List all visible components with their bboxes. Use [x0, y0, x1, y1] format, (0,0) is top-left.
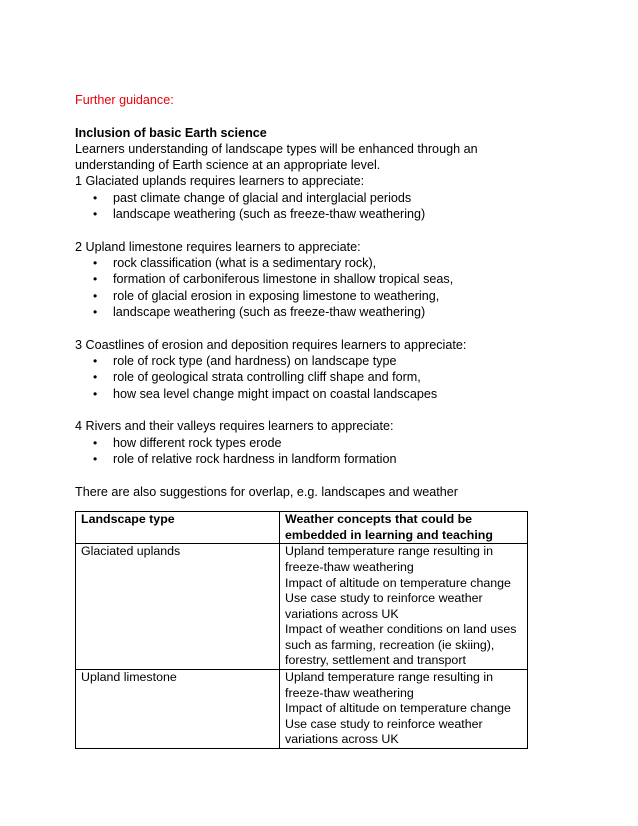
concept-line: Use case study to reinforce weather variations across UK [285, 591, 483, 621]
overlap-note: There are also suggestions for overlap, e.g. landscapes and weather [75, 484, 458, 499]
bullet-item: • role of glacial erosion in exposing limestone to weathering, [75, 288, 545, 304]
bullet-item: • role of rock type (and hardness) on landscape type [75, 353, 545, 369]
topic-heading: 4 Rivers and their valleys requires learners to appreciate: [75, 419, 394, 434]
concept-line: Impact of weather conditions on land uses such as farming, recreation (ie skiing), forestry, settlement and transport [285, 622, 517, 668]
concepts-cell [280, 670, 528, 749]
bullet-item: • landscape weathering (such as freeze-thaw weathering) [75, 304, 545, 320]
column-header-landscape-type: Landscape type [76, 512, 280, 544]
column-header-weather-concepts: Weather concepts that could be embedded in learning and teaching [280, 512, 528, 544]
topic-bullet-list [75, 353, 545, 402]
spacer [75, 467, 545, 484]
table-row [76, 670, 528, 749]
section-title: Inclusion of basic Earth science [75, 125, 267, 140]
spacer [75, 402, 545, 419]
topic-heading: 2 Upland limestone requires learners to appreciate: [75, 239, 361, 254]
bullet-item: • how sea level change might impact on coastal landscapes [75, 386, 545, 402]
landscape-weather-table [75, 511, 528, 749]
bullet-item: • past climate change of glacial and interglacial periods [75, 190, 545, 206]
bullet-item: • role of relative rock hardness in landform formation [75, 451, 545, 467]
bullet-item: • rock classification (what is a sedimentary rock), [75, 255, 545, 271]
table-row [76, 544, 528, 670]
concept-line: Impact of altitude on temperature change [285, 701, 511, 716]
topic-bullet-list [75, 190, 545, 223]
landscape-cell: Upland limestone [76, 670, 280, 749]
further-guidance-heading: Further guidance: [75, 93, 174, 107]
topic-bullet-list [75, 255, 545, 320]
spacer [75, 108, 545, 125]
concept-line: Upland temperature range resulting in freeze-thaw weathering [285, 544, 494, 574]
topic-bullet-list [75, 435, 545, 468]
spacer [75, 320, 545, 337]
concept-line: Use case study to reinforce weather variations across UK [285, 716, 483, 747]
spacer [75, 222, 545, 239]
topic-heading: 1 Glaciated uplands requires learners to appreciate: [75, 174, 365, 189]
concept-line: Impact of altitude on temperature change [285, 575, 511, 590]
topic-heading: 3 Coastlines of erosion and deposition requires learners to appreciate: [75, 337, 467, 352]
bullet-item: • role of geological strata controlling cliff shape and form, [75, 369, 545, 385]
bullet-item: • how different rock types erode [75, 435, 545, 451]
concepts-cell [280, 544, 528, 670]
bullet-item: • landscape weathering (such as freeze-thaw weathering) [75, 206, 545, 222]
bullet-item: • formation of carboniferous limestone in shallow tropical seas, [75, 271, 545, 287]
intro-paragraph: Learners understanding of landscape types will be enhanced through an understanding of Earth science at an appropriate level. [75, 141, 478, 173]
table-header-row [76, 512, 528, 544]
document-page [75, 92, 545, 749]
concept-line: Upland temperature range resulting in freeze-thaw weathering [285, 670, 494, 700]
landscape-cell: Glaciated uplands [76, 544, 280, 670]
